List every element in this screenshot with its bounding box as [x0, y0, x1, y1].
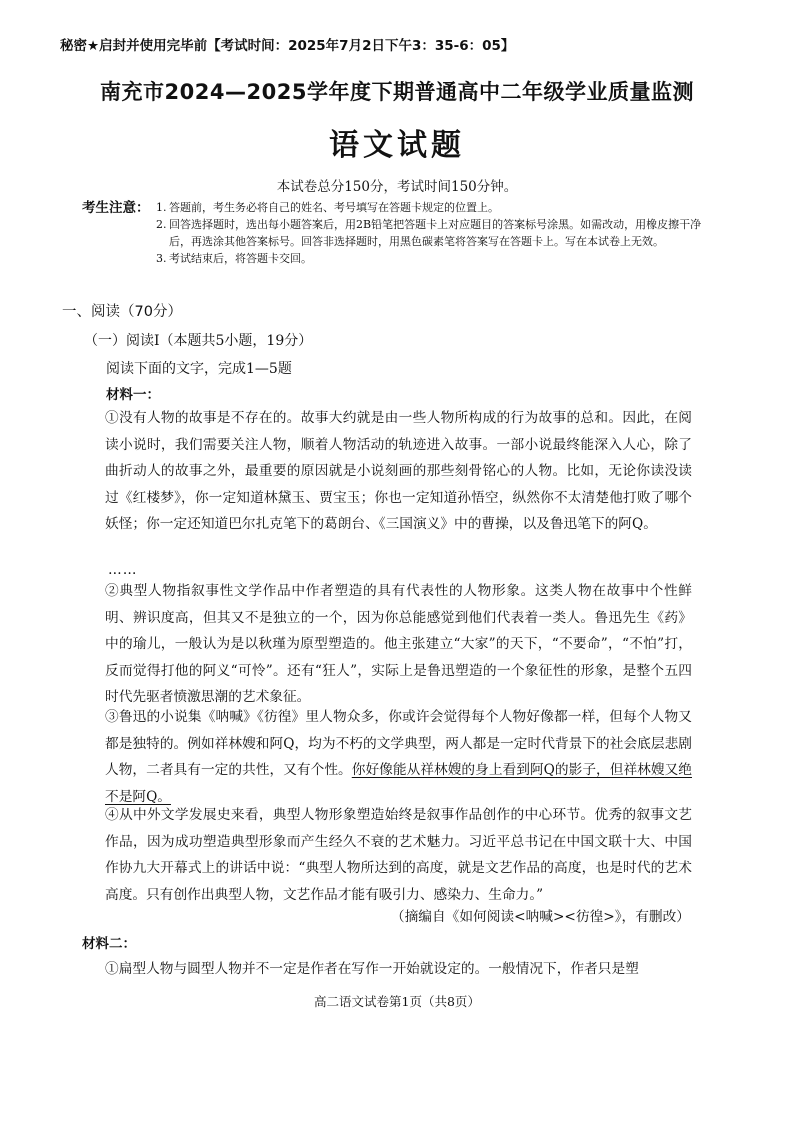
notice-list [156, 199, 702, 267]
paragraph-3 [82, 704, 692, 810]
source-citation: （摘编自《如何阅读<呐喊><彷徨>》，有删改） [390, 909, 690, 925]
subsection-heading: （一）阅读Ⅰ（本题共5小题，19分） [84, 333, 313, 349]
paragraph-5-text: ①扁型人物与圆型人物并不一定是作者在写作一开始就设定的。一般情况下，作者只是塑 [105, 961, 639, 977]
notice-item-number: 2. [156, 218, 167, 231]
exam-title: 南充市2024—2025学年度下期普通高中二年级学业质量监测 [100, 80, 694, 104]
notice-item-text: 答题前，考生务必将自己的姓名、考号填写在答题卡规定的位置上。 [169, 201, 499, 214]
ellipsis: …… [108, 562, 138, 578]
section-heading: 一、阅读（70分） [62, 304, 182, 320]
notice-item-number: 1. [156, 201, 167, 214]
underlined-sentence: 你好像能从祥林嫂的身上看到阿Q的影子，但祥林嫂又绝不是阿Q。 [105, 762, 692, 805]
notice-item [156, 250, 702, 267]
paragraph-1-text: ①没有人物的故事是不存在的。故事大约就是由一些人物所构成的行为故事的总和。因此，在阅读小说时，我们需要关注人物，顺着人物活动的轨迹进入故事。一部小说最终能深入人心，除了曲折动人的故事之外，最重要的原因就是小说刻画的那些刻骨铭心的人物。比如，无论你读没读过《红楼梦》，你一定知道林黛玉、贾宝玉；你也一定知道孙悟空，纵然你不太清楚他打败了哪个妖怪；你一定还知道巴尔扎克笔下的葛朗台、《三国演义》中的曹操，以及鲁迅笔下的阿Q。 [105, 410, 692, 532]
reading-instruction: 阅读下面的文字，完成1—5题 [106, 361, 292, 377]
paragraph-3-text: ③鲁迅的小说集《呐喊》《彷徨》里人物众多，你或许会觉得每个人物好像都一样，但每个人物又都是独特的。例如祥林嫂和阿Q，均为不朽的文学典型，两人都是一定时代背景下的社会底层悲剧人物，二者具有一定的共性，又有个性。 [105, 709, 692, 778]
paragraph-4-text: ④从中外文学发展史来看，典型人物形象塑造始终是叙事作品创作的中心环节。优秀的叙事文艺作品，因为成功塑造典型形象而产生经久不衰的艺术魅力。习近平总书记在中国文联十大、中国作协九大开幕式上的讲话中说：“典型人物所达到的高度，就是文艺作品的高度，也是时代的艺术高度。只有创作出典型人物，文艺作品才能有吸引力、感染力、生命力。” [105, 807, 692, 903]
notice-item-text: 回答选择题时，选出每小题答案后，用2B铅笔把答题卡上对应题目的答案标号涂黑。如需改动，用橡皮擦干净后，再选涂其他答案标号。回答非选择题时，用黑色碳素笔将答案写在答题卡上。写在本试卷上无效。 [169, 218, 702, 248]
paragraph-3-body [82, 704, 692, 810]
notice-item-number: 3. [156, 252, 167, 265]
material-one-label: 材料一： [106, 387, 160, 403]
score-time-line: 本试卷总分150分，考试时间150分钟。 [276, 179, 518, 195]
subject-title: 语文试题 [329, 128, 465, 163]
page-footer: 高二语文试卷第1页（共8页） [314, 994, 480, 1009]
confidential-exam-time-line: 秘密★启封并使用完毕前【考试时间：2025年7月2日下午3：35-6：05】 [60, 38, 515, 54]
notice-item-text: 考试结束后，将答题卡交回。 [169, 252, 312, 265]
paragraph-1 [82, 405, 692, 538]
notice-item [156, 199, 702, 216]
paragraph-2 [82, 578, 692, 711]
notice-item [156, 216, 702, 250]
notice-label: 考生注意： [82, 200, 150, 216]
paragraph-2-text: ②典型人物指叙事性文学作品中作者塑造的具有代表性的人物形象。这类人物在故事中个性鲜明、辨识度高，但其又不是独立的一个，因为你总能感觉到他们代表着一类人。鲁迅先生《药》中的瑜儿，一般认为是以秋瑾为原型塑造的。他主张建立“大家”的天下，“不要命”，“不怕”打，反而觉得打他的阿义“可怜”。还有“狂人”，实际上是鲁迅塑造的一个象征性的形象，是整个五四时代先驱者愤激思潮的艺术象征。 [105, 583, 692, 705]
paragraph-4 [82, 802, 692, 908]
material-two-label: 材料二： [82, 936, 136, 952]
